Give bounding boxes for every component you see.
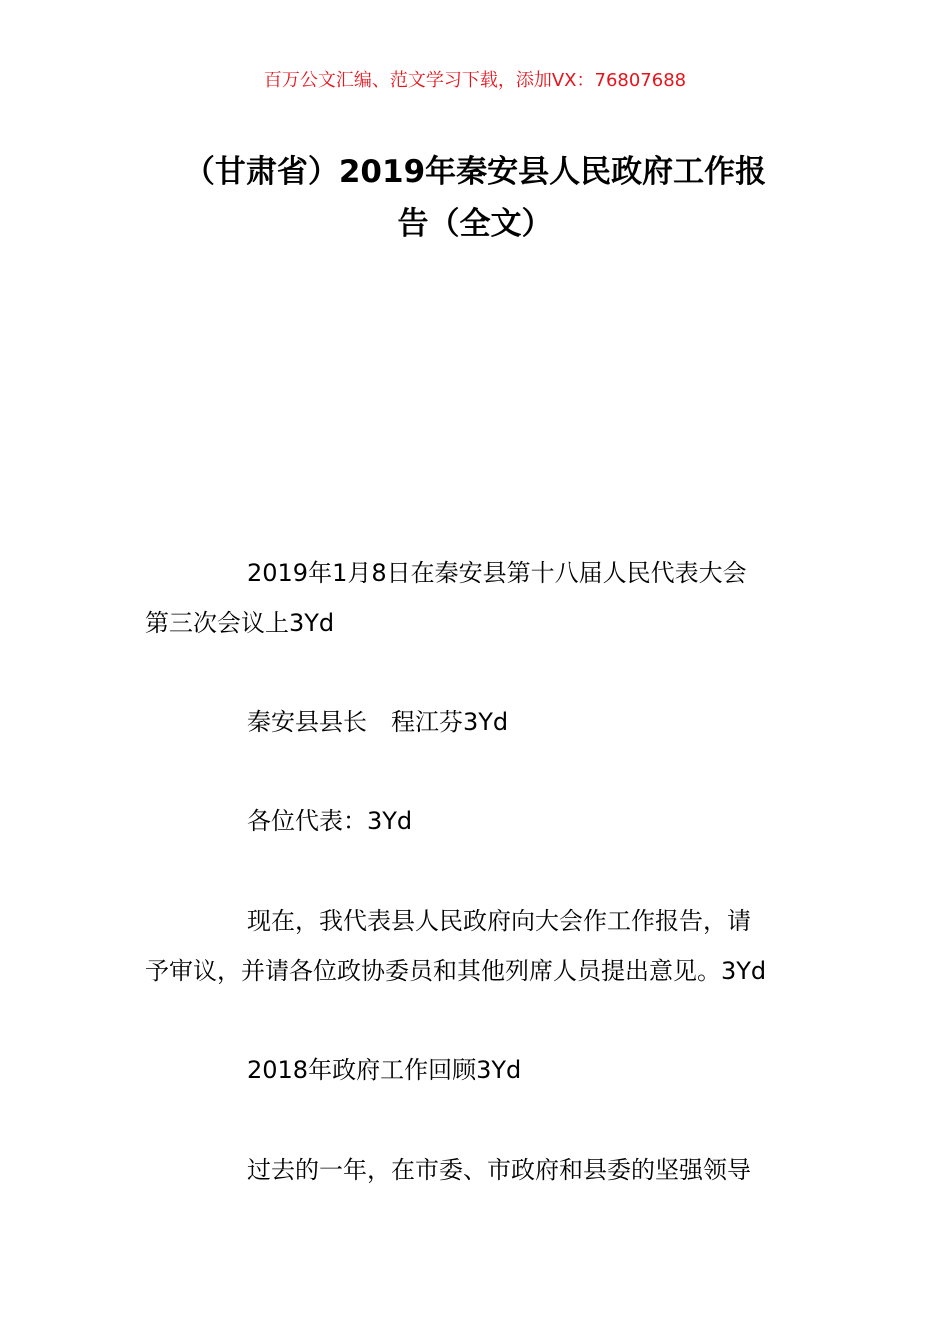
paragraph-line: 2019年1月8日在秦安县第十八届人民代表大会 (247, 559, 747, 587)
paragraph-date (145, 548, 809, 648)
paragraph-salutation (145, 796, 809, 846)
paragraph-line: 秦安县县长 程江芬3Yd (247, 708, 509, 736)
title-line-1: （甘肃省）2019年秦安县人民政府工作报 (183, 154, 767, 190)
paragraph-intro (145, 896, 809, 996)
title-line-2: 告（全文） (397, 206, 553, 242)
page-title (145, 146, 805, 250)
paragraph-line: 现在，我代表县人民政府向大会作工作报告，请 (247, 907, 751, 935)
header-note: 百万公文汇编、范文学习下载，添加VX：76807688 (263, 70, 687, 91)
paragraph-speaker (145, 697, 809, 747)
paragraph-line: 第三次会议上3Yd (145, 609, 335, 637)
paragraph-line: 过去的一年，在市委、市政府和县委的坚强领导 (247, 1156, 751, 1184)
paragraph-review (145, 1145, 809, 1195)
paragraph-line: 予审议，并请各位政协委员和其他列席人员提出意见。3Yd (145, 957, 767, 985)
paragraph-line: 各位代表：3Yd (247, 807, 413, 835)
paragraph-line: 2018年政府工作回顾3Yd (247, 1056, 522, 1084)
section-heading (145, 1045, 809, 1095)
